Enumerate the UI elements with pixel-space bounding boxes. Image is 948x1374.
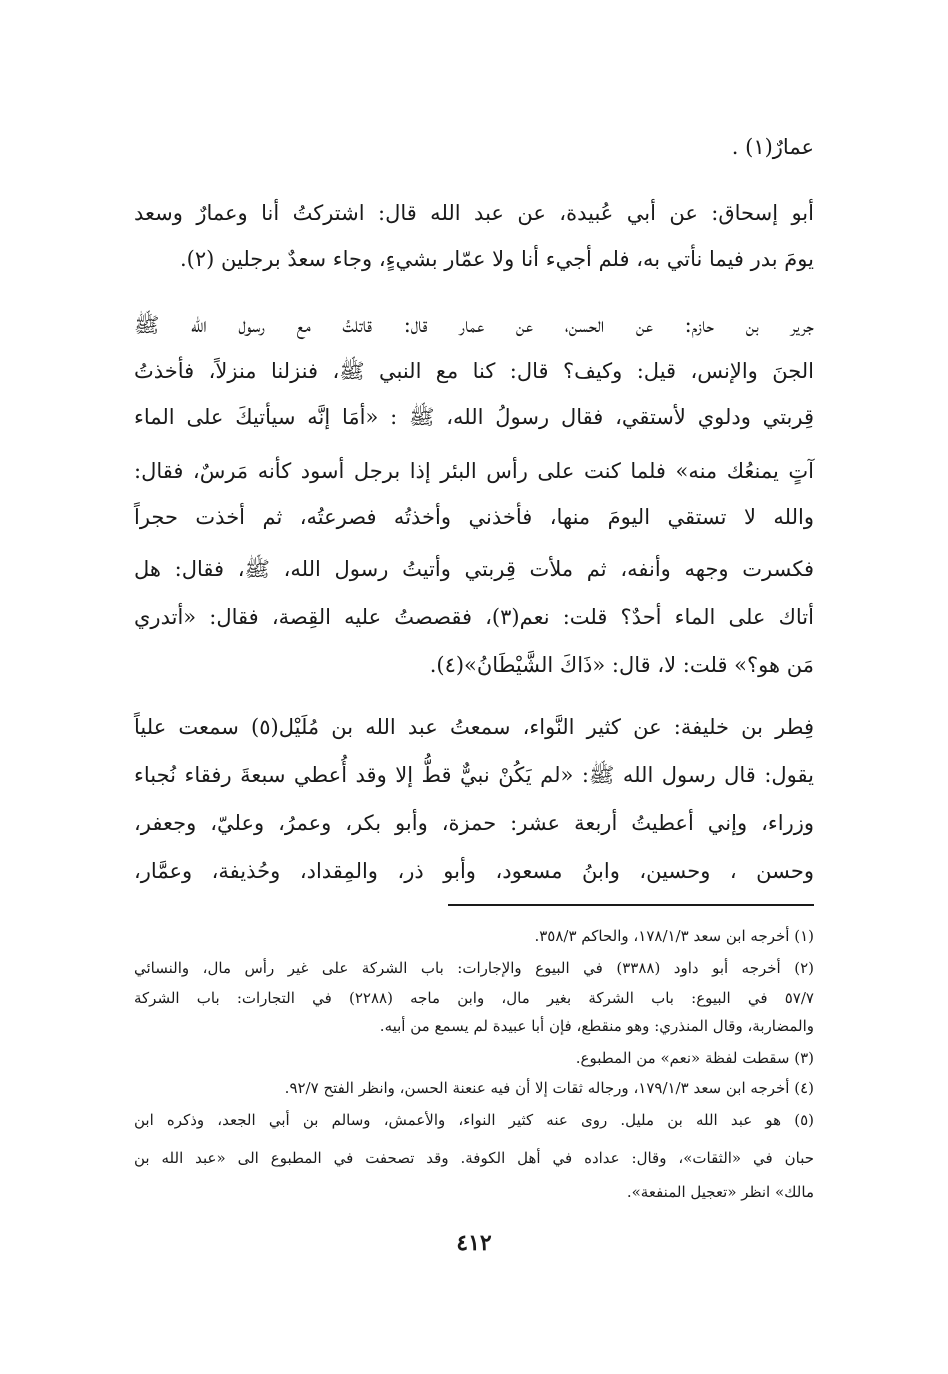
body-line: فكسرت وجهه وأنفه، ثم ملأت قِربتي وأتيتُ رسول الله، ﷺ، فقال: هل [134,557,814,581]
body-line: وحسن ، وحسين، وابنُ مسعود، وأبو ذر، والمِقداد، وحُذيفة، وعمَّار، [134,859,814,883]
footnote-line: (٣) سقطت لفظة «نعم» من المطبوع. [575,1049,814,1067]
body-line: الجنَ والإنس، قيل: وكيف؟ قال: كنا مع النبي ﷺ، فنزلنا منزلاً، فأخذتُ [134,359,814,383]
body-line: وزراء، وإني أعطيتُ أربعة عشر: حمزة، وأبو بكر، وعمرُ، وعليّ، وجعفر، [134,811,814,835]
body-line: فِطر بن خليفة: عن كثير النَّواء، سمعتُ عبد الله بن مُلَيْل(٥) سمعت علياً [134,715,815,739]
footnote-line: (٤) أخرجه ابن سعد ١٧٩/١/٣، ورجاله ثقات إلا أن فيه عنعنة الحسن، وانظر الفتح ٩٢/٧. [284,1079,814,1097]
footnote-line: والمضاربة، وقال المنذري: وهو منقطع، فإن أبا عبيدة لم يسمع من أبيه. [379,1017,814,1035]
body-line: والله لا تستقي اليومَ منها، فأخذني وأخذتُه فصرعتُه، ثم أخذت حجراً [134,505,814,529]
body-line: يقول: قال رسول الله ﷺ: «لم يَكُنْ نبيٌّ قطُّ إلا وقد أُعطي سبعةَ رفقاء نُجباء [134,763,814,787]
body-line: يومَ بدر فيما نأتي به، فلم أجيء أنا ولا عمّار بشيءٍ، وجاء سعدٌ برجلين (٢). [179,247,814,271]
body-line: عمارٌ(١) . [731,135,814,159]
body-line: آتٍ يمنعُك منه» فلما كنت على رأس البئر إذا برجل أسود كأنه مَرسٌ، فقال: [134,459,814,483]
footnote-line: (٢) أخرجه أبو داود (٣٣٨٨) في البيوع والإجارات: باب الشركة على غير رأس مال، والنسائي [134,959,814,977]
page-number: ٤١٢ [456,1230,492,1256]
footnote-line: (١) أخرجه ابن سعد ١٧٨/١/٣، والحاكم ٣٥٨/٣. [534,927,814,945]
footnote-line: (٥) هو عبد الله بن مليل. روى عنه كثير النواء، والأعمش، وسالم بن أبي الجعد، وذكره ابن [134,1111,814,1129]
body-line: جرير بن حازم: عن الحسن، عن عمار قال: قاتلتُ مع رسول الله ﷺ [134,313,814,337]
body-line: أبو إسحاق: عن أبي عُبيدة، عن عبد الله قال: اشتركتُ أنا وعمارٌ وسعد [134,201,814,225]
body-line: قِربتي ودلوي لأستقي، فقال رسولُ الله، ﷺ : «أمَا إنَّه سيأتيكَ على الماء [134,405,814,429]
body-line: أتاك على الماء أحدٌ؟ قلت: نعم(٣)، فقصصتُ عليه القِصة، فقال: «أتدري [134,605,814,629]
footnote-separator [448,904,814,906]
footnote-line: مالك» انظر «تعجيل المنفعة». [626,1183,814,1201]
body-line: مَن هو؟» قلت: لا، قال: «ذَاكَ الشَّيْطَانُ»(٤). [429,653,814,677]
footnote-line: حبان في «الثقات»، وقال: عداده في أهل الكوفة. وقد تصحفت في المطبوع الى «عبد الله بن [134,1149,814,1167]
footnote-line: ٥٧/٧ في البيوع: باب الشركة بغير مال، وابن ماجه (٢٢٨٨) في التجارات: باب الشركة [134,989,814,1007]
